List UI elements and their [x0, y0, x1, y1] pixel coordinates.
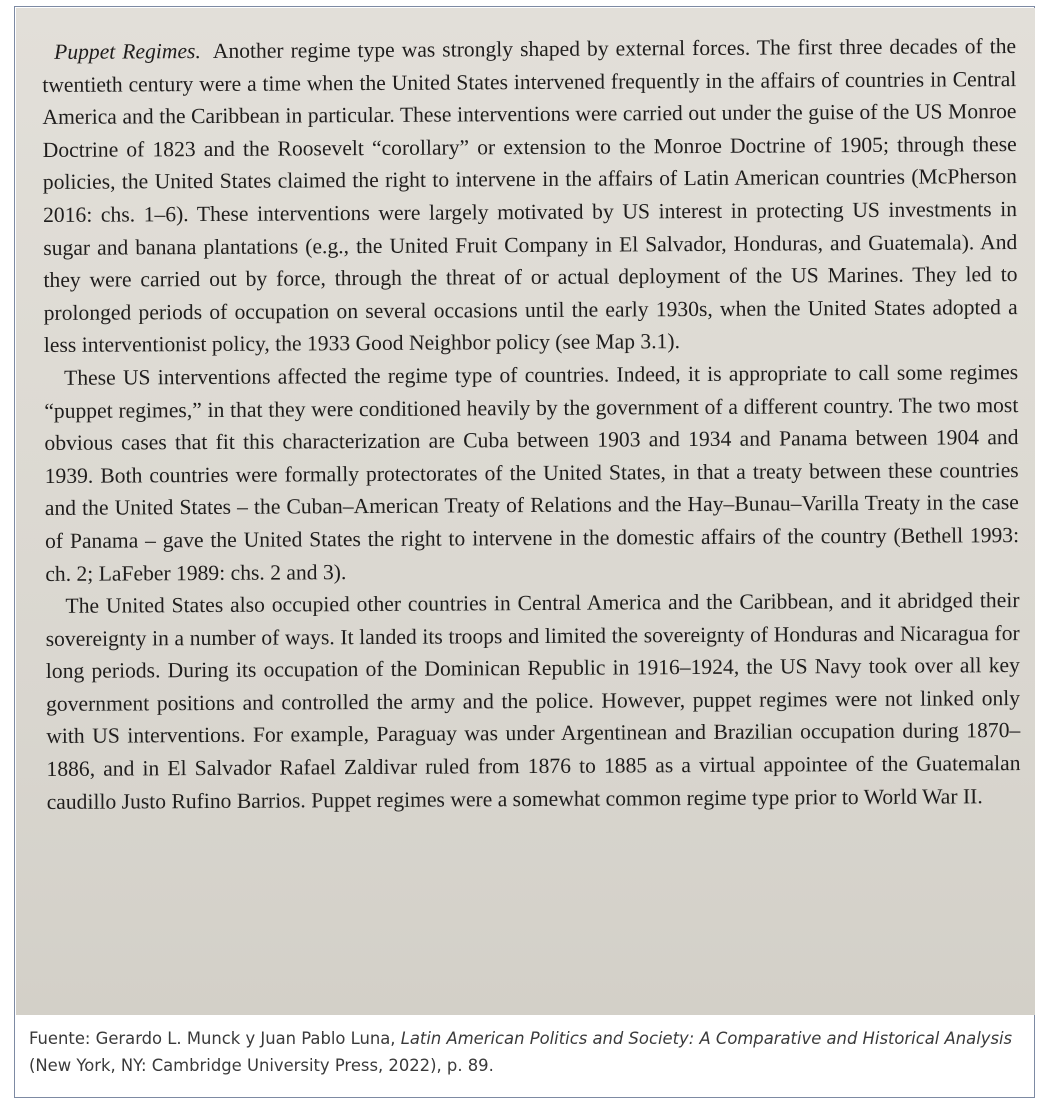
figure-frame	[14, 6, 1035, 1098]
book-excerpt	[42, 30, 1021, 818]
excerpt-paragraph-1	[42, 30, 1018, 362]
excerpt-paragraph-3: The United States also occupied other countries in Central America and the Caribbean, and it abridged their sovereignty in a number of ways. It landed its troops and limited the sovereignty of Honduras and Nicaragua for long periods. During its occupation of the Dominican Republic in 1916–1924, the US Navy took over all key government positions and controlled the army and the police. However, puppet regimes were not linked only with US interventions. For example, Paraguay was under Argentinean and Brazilian occupation during 1870–1886, and in El Salvador Rafael Zaldivar ruled from 1876 to 1885 as a virtual appointee of the Guatemalan caudillo Justo Rufino Barrios. Puppet regimes were a somewhat common regime type prior to World War II.	[45, 588, 1021, 814]
run-in-heading: Puppet Regimes.	[54, 39, 201, 64]
source-caption	[29, 1025, 1019, 1079]
caption-suffix: (New York, NY: Cambridge University Press, 2022), p. 89.	[29, 1056, 494, 1075]
paragraph-1-text: Another regime type was strongly shaped by external forces. The first three decades of the twentieth century were a time when the United States intervened frequently in the affairs of countries in Central America and the Caribbean in particular. These interventions were carried out under the guise of the US Monroe Doctrine of 1823 and the Roosevelt “corollary” or extension to the Monroe Doctrine of 1905; through these policies, the United States claimed the right to intervene in the affairs of Latin American countries (McPherson 2016: chs. 1–6). These interventions were largely motivated by US interest in protecting US investments in sugar and banana plantations (e.g., the United Fruit Company in El Salvador, Honduras, and Guatemala). And they were carried out by force, through the threat of or actual deployment of the US Marines. They led to prolonged periods of occupation on several occasions until the early 1930s, when the United States adopted a less interventionist policy, the 1933 Good Neighbor policy (see Map 3.1).	[42, 34, 1018, 358]
book-page-photo	[16, 8, 1035, 1015]
caption-prefix: Fuente: Gerardo L. Munck y Juan Pablo Luna,	[29, 1029, 401, 1048]
caption-book-title: Latin American Politics and Society: A Comparative and Historical Analysis	[400, 1029, 1013, 1048]
excerpt-paragraph-2: These US interventions affected the regime type of countries. Indeed, it is appropriate to call some regimes “puppet regimes,” in that they were conditioned heavily by the government of a different country. The two most obvious cases that fit this characterization are Cuba between 1903 and 1934 and Panama between 1904 and 1939. Both countries were formally protectorates of the United States, in that a treaty between these countries and the United States – the Cuban–American Treaty of Relations and the Hay–Bunau–Varilla Treaty in the case of Panama – gave the United States the right to intervene in the domestic affairs of the country (Bethell 1993: ch. 2; LaFeber 1989: chs. 2 and 3).	[44, 359, 1020, 586]
